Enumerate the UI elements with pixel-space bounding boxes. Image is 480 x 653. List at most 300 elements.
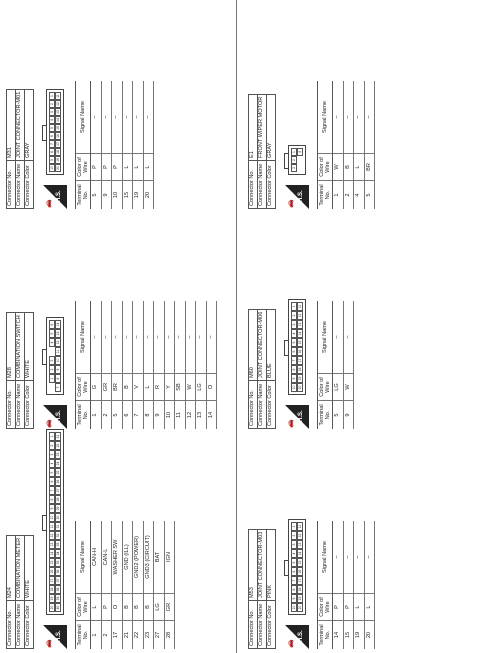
- header-label: Connector Color: [25, 381, 34, 429]
- table-row: [354, 81, 365, 209]
- pin-cell: 17: [49, 576, 55, 585]
- signal-name: –: [91, 301, 102, 374]
- pin-cell: 14: [297, 329, 303, 338]
- wire-color: GR: [101, 374, 112, 401]
- hs-icon: [43, 185, 67, 209]
- pin-cell: 10: [49, 164, 55, 172]
- hs-icon: [285, 625, 309, 649]
- connector-number: M28: [7, 313, 16, 381]
- pin-cell: 20: [297, 383, 303, 392]
- terminal-number: 15: [343, 621, 354, 650]
- pin-cell: 2: [49, 365, 55, 374]
- signal-name: GND2 (POWER): [133, 521, 144, 594]
- pin-cell: 15: [55, 124, 61, 132]
- connector-latch: [42, 125, 47, 141]
- terminal-number: 20: [143, 181, 154, 210]
- pin-cell: 9: [49, 504, 55, 513]
- pin-cell: 9: [49, 156, 55, 164]
- table-row: [206, 301, 217, 429]
- terminal-number: 1: [91, 621, 102, 650]
- pin-table: [317, 301, 354, 429]
- signal-name: –: [343, 81, 354, 154]
- wire-color: L: [91, 594, 102, 621]
- terminal-number: 7: [133, 401, 144, 430]
- signal-name: –: [364, 521, 375, 594]
- pin-cell: 20: [297, 603, 303, 612]
- pin-cell: 18: [297, 585, 303, 594]
- terminal-number: 1: [333, 181, 344, 210]
- connector-name: FRONT WIPER MOTOR: [258, 94, 267, 160]
- connector-diagram: [40, 219, 70, 429]
- table-row: [133, 521, 144, 649]
- pin-cell: 36: [55, 567, 61, 576]
- connector-face: [46, 317, 64, 395]
- pin-cell: 4: [297, 148, 303, 156]
- terminal-number: 20: [364, 621, 375, 650]
- pin-cell: 3: [291, 320, 297, 329]
- wire-color: LG: [154, 594, 165, 621]
- wire-color: SB: [175, 374, 186, 401]
- car-icon: 🚗: [45, 639, 52, 648]
- table-row: [164, 301, 175, 429]
- wire-color: O: [112, 594, 123, 621]
- connector-diagram: [282, 4, 312, 209]
- wire-color: B: [133, 594, 144, 621]
- terminal-number: 10: [112, 181, 123, 210]
- column-header-terminal-no: Terminal No.: [318, 401, 333, 430]
- pin-cell: 37: [55, 576, 61, 585]
- pin-cell: 13: [49, 540, 55, 549]
- table-row: [343, 81, 354, 209]
- pin-cell: 17: [297, 356, 303, 365]
- column-header-color-of-wire: Color of Wire: [318, 374, 333, 401]
- signal-name: –: [185, 301, 196, 374]
- pin-cell: 11: [297, 302, 303, 311]
- car-icon: 🚗: [287, 639, 294, 648]
- header-label: Connector No.: [249, 161, 258, 209]
- connector-header: [6, 312, 34, 429]
- connector-latch: [42, 349, 47, 365]
- header-label: Connector Color: [267, 381, 276, 429]
- terminal-number: 28: [164, 621, 175, 650]
- table-row: [343, 301, 354, 429]
- header-label: Connector No.: [7, 381, 16, 429]
- hs-label: H.S.: [298, 410, 304, 422]
- pin-cell: 19: [55, 156, 61, 164]
- signal-name: –: [354, 521, 365, 594]
- pin-cell: 6: [49, 320, 55, 329]
- connector-latch: [284, 560, 289, 576]
- pin-cell: 19: [49, 594, 55, 603]
- connector-color: GRAY: [25, 89, 34, 160]
- pin-cell: 4: [49, 338, 55, 347]
- header-label: Connector Name: [16, 381, 25, 429]
- connector-latch: [284, 340, 289, 356]
- column-header-terminal-no: Terminal No.: [318, 181, 333, 210]
- hs-label: H.S.: [298, 190, 304, 202]
- wire-color: BR: [364, 154, 375, 181]
- wire-color: B: [143, 594, 154, 621]
- header-label: Connector Name: [16, 601, 25, 649]
- header-label: Connector No.: [7, 601, 16, 649]
- pin-cell: 9: [291, 374, 297, 383]
- terminal-number: 17: [112, 621, 123, 650]
- column-header-color-of-wire: Color of Wire: [318, 594, 333, 621]
- pin-cell: 4: [291, 329, 297, 338]
- car-icon: 🚗: [45, 199, 52, 208]
- table-row: [91, 301, 102, 429]
- pin-cell: 27: [55, 486, 61, 495]
- signal-name: –: [354, 81, 365, 154]
- hs-icon: [43, 625, 67, 649]
- pin-cell: [297, 164, 303, 172]
- car-icon: 🚗: [45, 419, 52, 428]
- table-row: [101, 81, 112, 209]
- pin-cell: 19: [297, 594, 303, 603]
- table-row: [133, 301, 144, 429]
- pin-cell: 29: [55, 504, 61, 513]
- pin-cell: 6: [291, 567, 297, 576]
- terminal-number: 14: [206, 401, 217, 430]
- terminal-number: 1: [91, 401, 102, 430]
- pin-cell: 12: [55, 338, 61, 347]
- signal-name: –: [333, 301, 344, 374]
- pin-cell: 24: [55, 459, 61, 468]
- connector-header: [248, 309, 276, 429]
- signal-name: BAT: [154, 521, 165, 594]
- signal-name: –: [122, 301, 133, 374]
- wire-color: B: [122, 594, 133, 621]
- terminal-number: 15: [122, 181, 133, 210]
- table-row: [122, 521, 133, 649]
- pin-cell: 3: [49, 108, 55, 116]
- wire-color: W: [333, 154, 344, 181]
- connector-name: JOINT CONNECTOR-M01: [16, 89, 25, 160]
- terminal-number: 2: [343, 181, 354, 210]
- pin-cell: 35: [55, 558, 61, 567]
- connector-face: [288, 145, 306, 175]
- signal-name: –: [343, 301, 354, 374]
- pin-cell: 20: [55, 164, 61, 172]
- terminal-number: 9: [154, 401, 165, 430]
- hs-icon: [285, 185, 309, 209]
- wire-color: L: [133, 154, 144, 181]
- column-header-terminal-no: Terminal No.: [76, 181, 91, 210]
- pin-cell: 11: [55, 92, 61, 100]
- wire-color: B: [122, 374, 133, 401]
- column-header-signal-name: Signal Name: [76, 301, 91, 374]
- connector-number: M24: [7, 535, 16, 600]
- terminal-number: 13: [196, 401, 207, 430]
- signal-name: –: [133, 81, 144, 154]
- pin-cell: [297, 156, 303, 164]
- section-divider: [236, 0, 237, 653]
- wire-color: P: [101, 154, 112, 181]
- connector-latch: [42, 515, 47, 531]
- pin-cell: 5: [49, 329, 55, 338]
- pin-cell: 7: [55, 383, 61, 392]
- pin-cell: 11: [55, 347, 61, 356]
- pin-cell: 5: [49, 468, 55, 477]
- pin-cell: 15: [49, 558, 55, 567]
- connector-header: [248, 94, 276, 209]
- signal-name: CAN-L: [101, 521, 112, 594]
- table-row: [185, 301, 196, 429]
- hs-label: H.S.: [56, 190, 62, 202]
- wire-color: W: [343, 374, 354, 401]
- pin-cell: 4: [291, 549, 297, 558]
- table-row: [143, 301, 154, 429]
- signal-name: IGN: [164, 521, 175, 594]
- car-icon: 🚗: [287, 199, 294, 208]
- connector-diagram: [282, 219, 312, 429]
- table-row: [112, 301, 123, 429]
- wire-color: P: [112, 154, 123, 181]
- pin-cell: 1: [49, 374, 55, 383]
- pin-cell: 34: [55, 549, 61, 558]
- signal-name: GND3 (CIRCUIT): [143, 521, 154, 594]
- connector-panel: [248, 4, 474, 209]
- connector-name: JOINT CONNECTOR-M06: [258, 309, 267, 380]
- pin-table: [75, 81, 154, 209]
- connector-diagram: [40, 434, 70, 649]
- column-header-terminal-no: Terminal No.: [318, 621, 333, 650]
- pin-cell: 6: [49, 477, 55, 486]
- pin-cell: 10: [55, 356, 61, 365]
- pin-cell: 25: [55, 468, 61, 477]
- table-row: [122, 301, 133, 429]
- pin-cell: 11: [297, 522, 303, 531]
- hs-icon: [43, 405, 67, 429]
- pin-cell: 5: [49, 124, 55, 132]
- pin-cell: 8: [49, 495, 55, 504]
- pin-cell: 17: [55, 140, 61, 148]
- terminal-number: 5: [364, 181, 375, 210]
- pin-cell: 14: [55, 116, 61, 124]
- pin-cell: 6: [49, 132, 55, 140]
- signal-name: –: [91, 81, 102, 154]
- car-icon: 🚗: [287, 419, 294, 428]
- table-row: [154, 521, 165, 649]
- pin-cell: 40: [55, 603, 61, 612]
- table-row: [333, 521, 344, 649]
- header-label: Connector Color: [25, 161, 34, 209]
- connector-panel: [248, 219, 474, 429]
- pin-cell: 2: [291, 156, 297, 164]
- pin-cell: 23: [55, 450, 61, 459]
- pin-cell: 10: [49, 513, 55, 522]
- terminal-number: 19: [354, 621, 365, 650]
- pin-cell: 16: [297, 347, 303, 356]
- wire-color: L: [354, 594, 365, 621]
- pin-cell: 18: [297, 365, 303, 374]
- table-row: [133, 81, 144, 209]
- pin-cell: 13: [297, 320, 303, 329]
- table-row: [91, 81, 102, 209]
- header-label: Connector Color: [267, 161, 276, 209]
- terminal-number: 14: [333, 621, 344, 650]
- pin-cell: 16: [297, 567, 303, 576]
- pin-cell: 3: [49, 356, 55, 365]
- pin-cell: 7: [291, 576, 297, 585]
- terminal-number: 2: [101, 621, 112, 650]
- wire-color: W: [185, 374, 196, 401]
- signal-name: –: [364, 81, 375, 154]
- column-header-signal-name: Signal Name: [318, 301, 333, 374]
- pin-cell: 13: [297, 540, 303, 549]
- table-row: [364, 81, 375, 209]
- connector-header: [6, 535, 34, 649]
- connector-number: E1: [249, 94, 258, 160]
- terminal-number: 19: [133, 181, 144, 210]
- wire-color: Y: [164, 374, 175, 401]
- connector-number: M60: [249, 309, 258, 380]
- connector-header: [6, 89, 34, 209]
- wire-color: O: [206, 374, 217, 401]
- connector-number: M31: [7, 89, 16, 160]
- table-row: [164, 521, 175, 649]
- signal-name: –: [175, 301, 186, 374]
- terminal-number: 12: [185, 401, 196, 430]
- pin-cell: 28: [55, 495, 61, 504]
- connector-color: WHITE: [25, 313, 34, 381]
- wire-color: P: [91, 154, 102, 181]
- wire-color: V: [133, 374, 144, 401]
- pin-cell: 3: [291, 540, 297, 549]
- pin-cell: 1: [291, 148, 297, 156]
- header-label: Connector No.: [249, 601, 258, 649]
- pin-table: [317, 81, 375, 209]
- pin-cell: 9: [55, 365, 61, 374]
- table-row: [333, 81, 344, 209]
- table-row: [154, 301, 165, 429]
- terminal-number: 4: [354, 181, 365, 210]
- connector-color: WHITE: [25, 535, 34, 600]
- pin-cell: 2: [49, 441, 55, 450]
- header-label: Connector Color: [25, 601, 34, 649]
- pin-table: [317, 521, 375, 649]
- wire-color: P: [101, 594, 112, 621]
- signal-name: –: [154, 301, 165, 374]
- pin-cell: 8: [291, 365, 297, 374]
- pin-cell: 19: [297, 374, 303, 383]
- column-header-terminal-no: Terminal No.: [76, 621, 91, 650]
- hs-label: H.S.: [56, 410, 62, 422]
- pin-cell: 4: [49, 116, 55, 124]
- pin-cell: 18: [55, 148, 61, 156]
- pin-cell: 21: [55, 432, 61, 441]
- pin-cell: 2: [49, 100, 55, 108]
- table-row: [143, 521, 154, 649]
- signal-name: –: [143, 301, 154, 374]
- signal-name: GND (ILL): [122, 521, 133, 594]
- wire-color: LG: [333, 374, 344, 401]
- hs-label: H.S.: [56, 630, 62, 642]
- signal-name: –: [333, 81, 344, 154]
- table-row: [175, 301, 186, 429]
- pin-cell: 6: [291, 347, 297, 356]
- connector-face: [288, 299, 306, 395]
- wire-color: L: [143, 374, 154, 401]
- pin-cell: 39: [55, 594, 61, 603]
- connector-name: COMBINATION SWITCH: [16, 313, 25, 381]
- terminal-number: 5: [91, 181, 102, 210]
- connector-face: [46, 429, 64, 615]
- pin-cell: 3: [291, 164, 297, 172]
- signal-name: –: [196, 301, 207, 374]
- signal-name: –: [122, 81, 133, 154]
- pin-cell: 1: [291, 522, 297, 531]
- signal-name: –: [112, 301, 123, 374]
- table-row: [354, 521, 365, 649]
- wire-color: L: [143, 154, 154, 181]
- pin-cell: 13: [55, 108, 61, 116]
- table-row: [143, 81, 154, 209]
- pin-cell: 14: [297, 549, 303, 558]
- pin-cell: 7: [49, 486, 55, 495]
- header-label: Connector Color: [267, 601, 276, 649]
- terminal-number: 27: [154, 621, 165, 650]
- pin-cell: 1: [291, 302, 297, 311]
- pin-cell: 20: [49, 603, 55, 612]
- hs-label: H.S.: [298, 630, 304, 642]
- connector-panel: [6, 434, 232, 649]
- connector-color: PINK: [267, 529, 276, 600]
- connector-name: COMBINATION METER: [16, 535, 25, 600]
- signal-name: –: [333, 521, 344, 594]
- connector-number: M53: [249, 529, 258, 600]
- signal-name: –: [101, 81, 112, 154]
- connector-name: JOINT CONNECTOR-M03: [258, 529, 267, 600]
- pin-cell: 2: [291, 311, 297, 320]
- header-label: Connector Name: [258, 381, 267, 429]
- table-row: [122, 81, 133, 209]
- table-row: [196, 301, 207, 429]
- pin-cell: 12: [55, 100, 61, 108]
- pin-cell: 9: [291, 594, 297, 603]
- table-row: [112, 81, 123, 209]
- pin-cell: 4: [49, 459, 55, 468]
- signal-name: –: [143, 81, 154, 154]
- pin-cell: 8: [55, 374, 61, 383]
- terminal-number: 11: [175, 401, 186, 430]
- wire-color: P: [333, 594, 344, 621]
- pin-cell: 10: [291, 383, 297, 392]
- pin-cell: 7: [291, 356, 297, 365]
- pin-cell: 22: [55, 441, 61, 450]
- terminal-number: 8: [143, 401, 154, 430]
- column-header-signal-name: Signal Name: [318, 521, 333, 594]
- pin-cell: 5: [291, 558, 297, 567]
- pin-cell: 16: [55, 132, 61, 140]
- table-row: [364, 521, 375, 649]
- column-header-terminal-no: Terminal No.: [76, 401, 91, 430]
- pin-cell: 12: [297, 531, 303, 540]
- column-header-signal-name: Signal Name: [76, 81, 91, 154]
- pin-cell: 30: [55, 513, 61, 522]
- wire-color: R: [154, 374, 165, 401]
- pin-table: [75, 521, 175, 649]
- connector-panel: [6, 4, 232, 209]
- signal-name: –: [164, 301, 175, 374]
- connector-panel: [248, 439, 474, 649]
- connector-diagram: [282, 439, 312, 649]
- signal-name: CAN-H: [91, 521, 102, 594]
- table-row: [333, 301, 344, 429]
- terminal-number: 6: [122, 401, 133, 430]
- connector-diagram: [40, 4, 70, 209]
- terminal-number: 2: [101, 401, 112, 430]
